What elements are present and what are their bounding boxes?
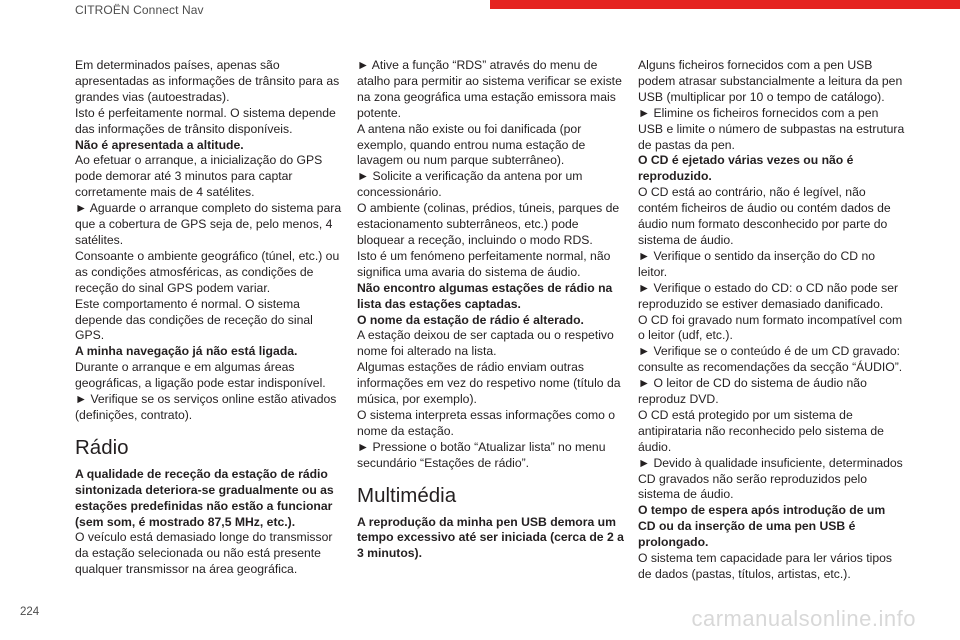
paragraph: ► Solicite a verificação da antena por um concessionário. <box>357 169 583 200</box>
paragraph: Isto é um fenómeno perfeitamente normal, não significa uma avaria do sistema de áudio. <box>357 248 611 279</box>
text-column-2 <box>357 58 625 562</box>
bold-question: Não encontro algumas estações de rádio na lista das estações captadas. <box>357 280 613 311</box>
paragraph: A antena não existe ou foi danificada (por exemplo, quando entrou numa estação de lavagem ou num parque subterrâneo). <box>357 121 586 168</box>
paragraph: Ao efetuar o arranque, a inicialização do GPS pode demorar até 3 minutos para captar corretamente mais de 4 satélites. <box>75 153 323 200</box>
paragraph: ► Verifique o sentido da inserção do CD no leitor. <box>638 248 875 279</box>
paragraph: Durante o arranque e em algumas áreas geográficas, a ligação pode estar indisponível. <box>75 360 326 391</box>
bold-question: A qualidade de receção da estação de rádio sintonizada deteriora-se gradualmente ou as estações predefinidas não estão a funcionar (sem som, é mostrado 87,5 MHz, etc.). <box>75 466 334 529</box>
paragraph: ► Aguarde o arranque completo do sistema para que a cobertura de GPS seja de, pelo menos, 4 satélites. <box>75 201 342 247</box>
paragraph: ► Ative a função “RDS” através do menu de atalho para permitir ao sistema verificar se existe na zona geográfica uma estação emissora mais potente. <box>357 58 622 120</box>
bold-question: O CD é ejetado várias vezes ou não é reproduzido. <box>638 153 854 184</box>
page-number: 224 <box>20 606 40 618</box>
paragraph: ► O leitor de CD do sistema de áudio não reproduz DVD. <box>638 376 867 407</box>
paragraph: O veículo está demasiado longe do transmissor da estação selecionada ou não está presente qualquer transmissor na área geográfica. <box>75 530 333 577</box>
paragraph: ► Pressione o botão “Atualizar lista” no menu secundário “Estações de rádio”. <box>357 439 606 470</box>
paragraph: O sistema interpreta essas informações como o nome da estação. <box>357 407 616 438</box>
header-accent-bar <box>490 0 960 9</box>
bold-question: A minha navegação já não está ligada. <box>75 344 298 359</box>
paragraph: A estação deixou de ser captada ou o respetivo nome foi alterado na lista. <box>357 328 614 359</box>
paragraph: Isto é perfeitamente normal. O sistema depende das informações de trânsito disponíveis. <box>75 105 336 136</box>
paragraph: Este comportamento é normal. O sistema depende das condições de receção do sinal GPS. <box>75 296 313 343</box>
bold-question: O nome da estação de rádio é alterado. <box>357 312 584 327</box>
paragraph: O CD foi gravado num formato incompatível com o leitor (udf, etc.). <box>638 312 903 343</box>
paragraph: O ambiente (colinas, prédios, túneis, parques de estacionamento subterrâneos, etc.) pode bloquear a receção, incluindo o modo RDS. <box>357 201 620 247</box>
paragraph: ► Devido à qualidade insuficiente, determinados CD gravados não serão reproduzidos pelo sistema de áudio. <box>638 455 903 502</box>
watermark: carmanualsonline.info <box>691 606 916 631</box>
paragraph: ► Verifique se os serviços online estão ativados (definições, contrato). <box>75 392 337 422</box>
paragraph: O CD está ao contrário, não é legível, não contém ficheiros de áudio ou contém dados de áudio num formato desconhecido por parte do sistema de áudio. <box>638 185 891 247</box>
paragraph: Consoante o ambiente geográfico (túnel, etc.) ou as condições atmosféricas, as condições de receção do sinal GPS podem variar. <box>75 248 340 295</box>
paragraph: ► Verifique o estado do CD: o CD não pode ser reproduzido se estiver demasiado danificado. <box>638 280 899 311</box>
paragraph: ► Elimine os ficheiros fornecidos com a pen USB e limite o número de subpastas na estrutura de pastas da pen. <box>638 105 905 152</box>
bold-question: A reprodução da minha pen USB demora um tempo excessivo até ser iniciada (cerca de 2 a 3 minutos). <box>357 514 624 561</box>
paragraph: O sistema tem capacidade para ler vários tipos de dados (pastas, títulos, artistas, etc.). <box>638 551 893 581</box>
paragraph: Em determinados países, apenas são apresentadas as informações de trânsito para as grandes vias (autoestradas). <box>75 58 340 104</box>
text-column-3 <box>638 58 906 583</box>
paragraph: Algumas estações de rádio enviam outras informações em vez do respetivo nome (título da música, por exemplo). <box>357 360 621 407</box>
section-heading: Multimédia <box>357 483 457 507</box>
paragraph: Alguns ficheiros fornecidos com a pen USB podem atrasar substancialmente a leitura da pen USB (multiplicar por 10 o tempo de catálogo). <box>638 58 903 104</box>
paragraph: O CD está protegido por um sistema de antipirataria não reconhecido pelo sistema de áudio. <box>638 407 884 454</box>
bold-question: Não é apresentada a altitude. <box>75 137 244 152</box>
paragraph: ► Verifique se o conteúdo é de um CD gravado: consulte as recomendações da secção “ÁUDIO”. <box>638 344 903 375</box>
bold-question: O tempo de espera após introdução de um CD ou da inserção de uma pen USB é prolongado. <box>638 503 886 550</box>
section-heading: Rádio <box>75 435 129 459</box>
text-column-1 <box>75 58 343 578</box>
header-title: CITROËN Connect Nav <box>75 3 204 17</box>
